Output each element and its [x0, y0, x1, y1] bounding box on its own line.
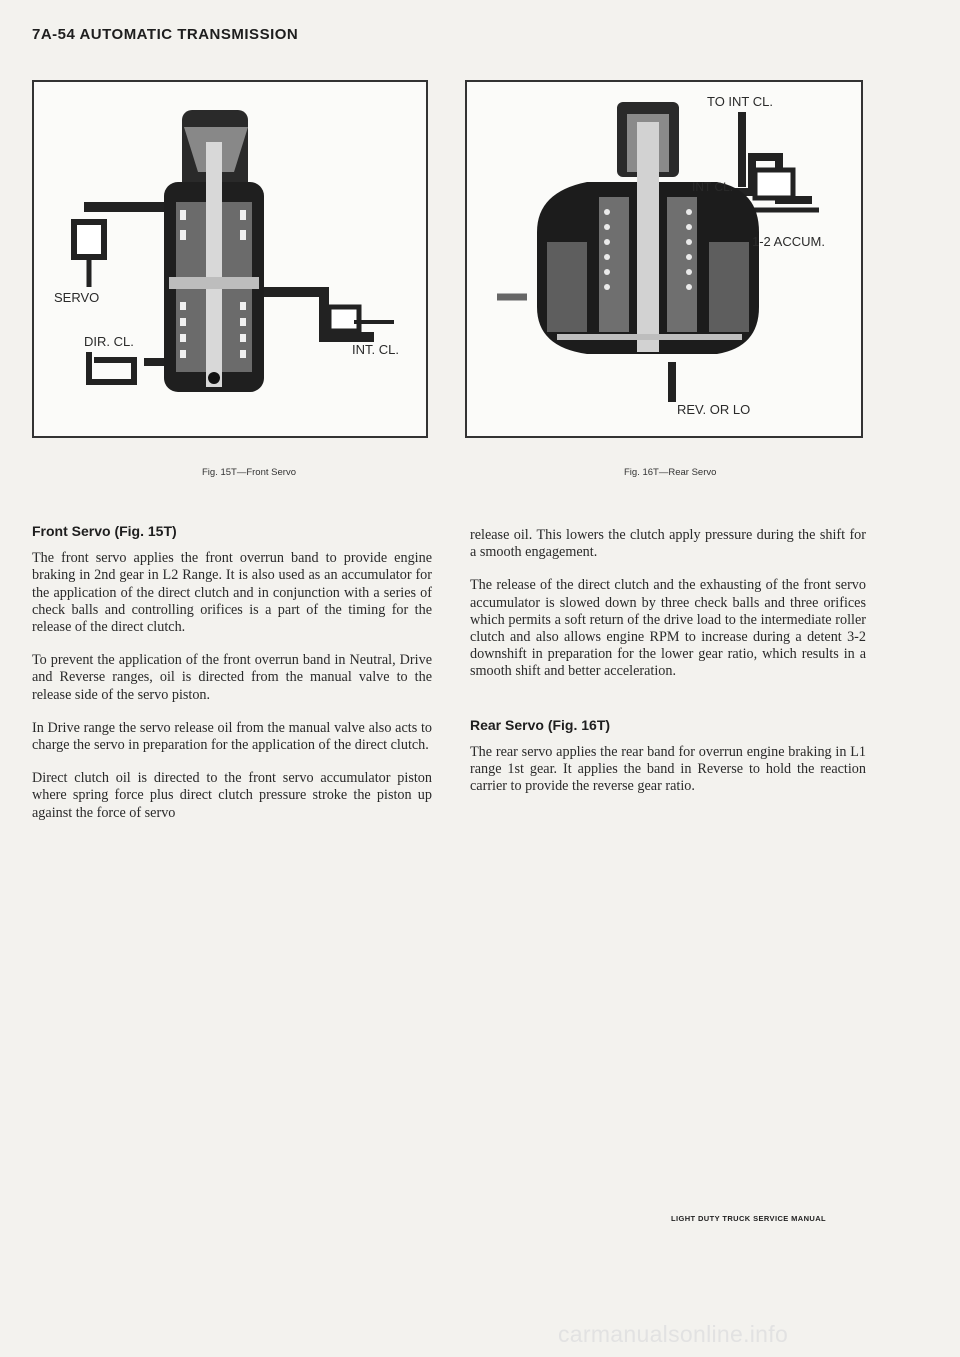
- rev-or-lo-label: REV. OR LO: [677, 402, 751, 417]
- front-servo-figure: [32, 80, 428, 438]
- left-paragraph: Direct clutch oil is directed to the front servo accumulator piston where spring force plus direct clutch pressure stroke the piston up against the force of servo: [32, 770, 432, 821]
- front-servo-caption: Fig. 15T—Front Servo: [202, 467, 296, 478]
- front-servo-illustration: [34, 82, 426, 436]
- front-servo-heading: Front Servo (Fig. 15T): [32, 523, 177, 539]
- left-paragraph: In Drive range the servo release oil from the manual valve also acts to charge the servo in preparation for the application of the direct clutch.: [32, 719, 432, 754]
- right-paragraph: The release of the direct clutch and the exhausting of the front servo accumulator is slowed down by three check balls and three orifices which permits a soft return of the drive load to the intermediate roller clutch and also allows engine RPM to increase during a detent 3-2 downshift in preparation for the lower gear ratio, which results in a smooth shift and better acceleration.: [470, 577, 866, 680]
- rear-servo-caption: Fig. 16T—Rear Servo: [624, 467, 717, 478]
- servo-label: SERVO: [54, 290, 100, 305]
- rear-servo-illustration: [467, 82, 861, 436]
- watermark: carmanualsonline.info: [558, 1321, 789, 1347]
- rear-int-cl-label: INT CL.: [692, 180, 734, 194]
- right-column: [470, 527, 866, 811]
- int-cl-label: INT. CL.: [352, 342, 399, 357]
- rear-servo-figure: [465, 80, 863, 438]
- right-paragraph: The rear servo applies the rear band for overrun engine braking in L1 range 1st gear. It applies the band in Reverse to hold the reaction carrier to provide the reverse gear ratio.: [470, 743, 866, 795]
- right-paragraph: release oil. This lowers the clutch apply pressure during the shift for a smooth engagement.: [470, 527, 866, 561]
- left-column: [32, 523, 432, 838]
- left-paragraph: To prevent the application of the front overrun band in Neutral, Drive and Reverse ranges, oil is directed from the manual valve to the release side of the servo piston.: [32, 652, 432, 703]
- dir-cl-label: DIR. CL.: [84, 334, 134, 349]
- to-int-cl-label: TO INT CL.: [707, 94, 773, 109]
- page-header: 7A-54 AUTOMATIC TRANSMISSION: [32, 26, 299, 43]
- rear-servo-heading: Rear Servo (Fig. 16T): [470, 716, 611, 733]
- accum-label: 1-2 ACCUM.: [752, 234, 825, 249]
- footer: LIGHT DUTY TRUCK SERVICE MANUAL: [671, 1214, 827, 1223]
- left-paragraph: The front servo applies the front overrun band to provide engine braking in 2nd gear in L2 Range. It is also used as an accumulator for the application of the direct clutch and in conjunction with a series of check balls and controlling orifices is a part of the timing for the release of the direct clutch.: [32, 550, 432, 636]
